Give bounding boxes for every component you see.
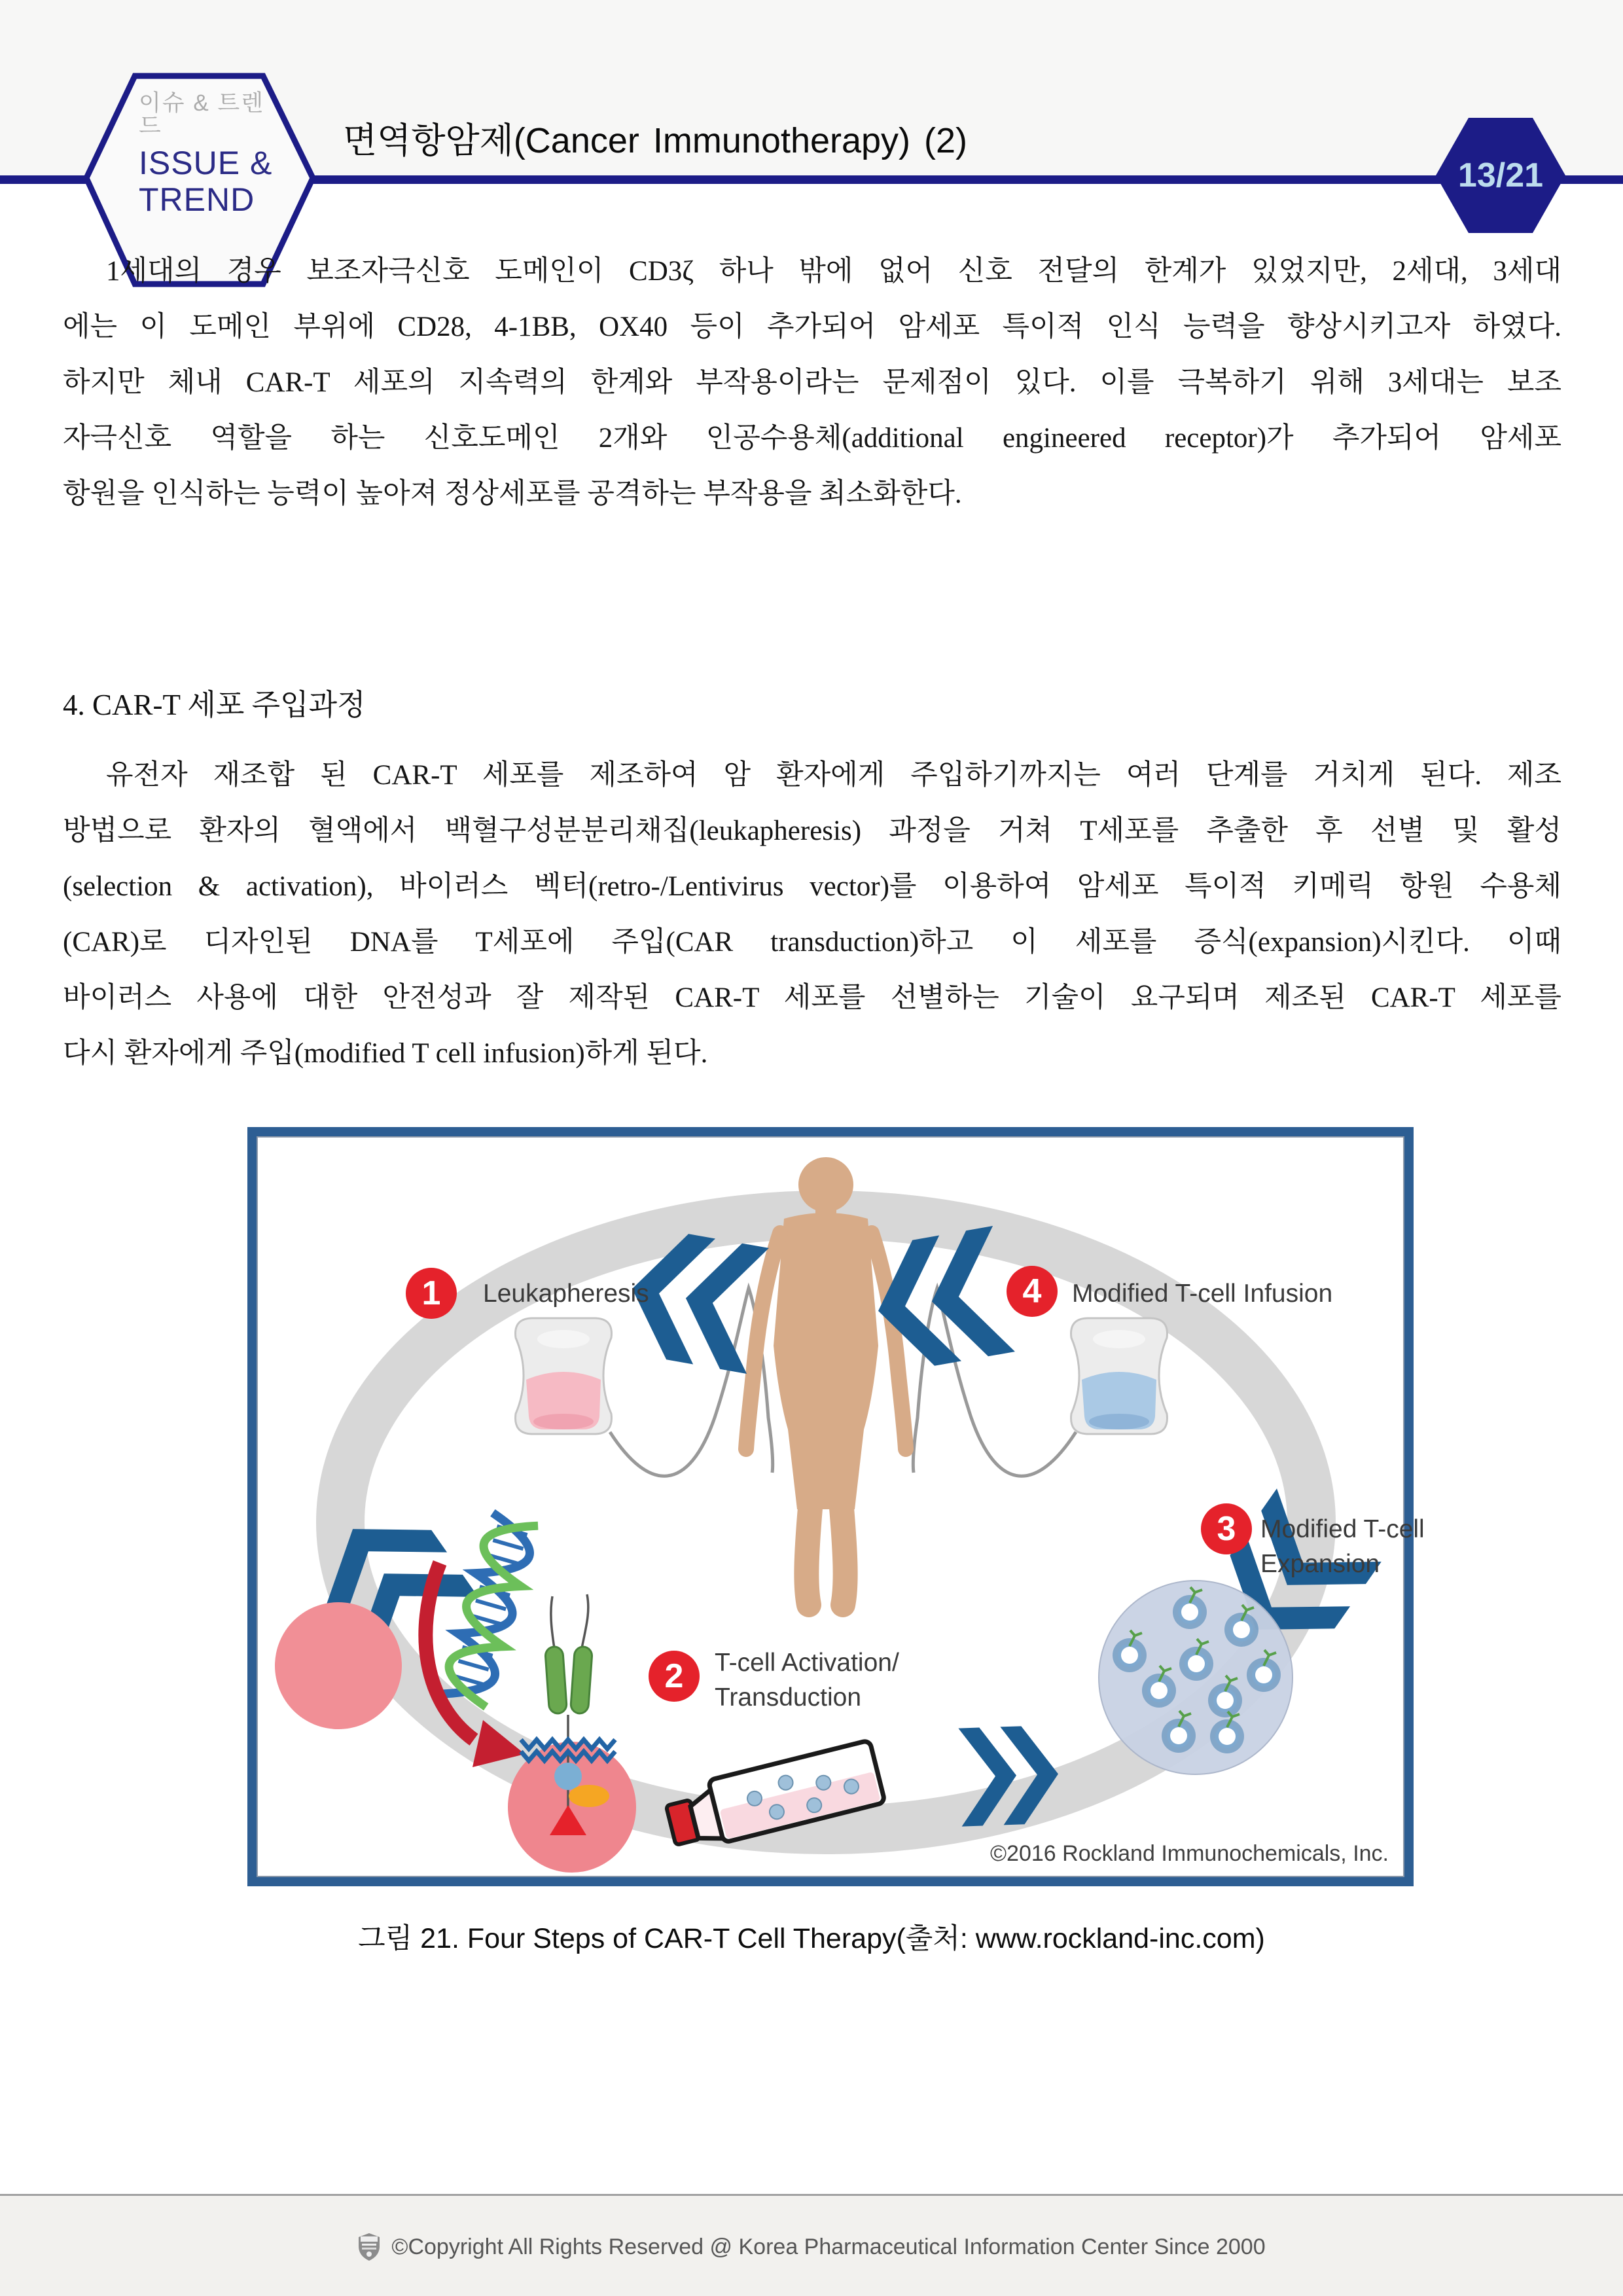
text-line: 유전자 재조합 된 CAR-T 세포를 제조하여 암 환자에게 주입하기까지는 여러 단계를 거치게 된다. 제조 xyxy=(106,760,1561,791)
text-line: 방법으로 환자의 혈액에서 백혈구성분분리채집(leukapheresis) 과정을 거쳐 T세포를 추출한 후 선별 및 활성 xyxy=(63,816,1561,846)
step-2-label-line2: Transduction xyxy=(715,1683,862,1712)
logo-text xyxy=(139,92,283,220)
blood-bag-icon xyxy=(516,1318,612,1434)
text-line: 1세대의 경우 보조자극신호 도메인이 CD3ζ 하나 밖에 없어 신호 전달의 한계가 있었지만, 2세대, 3세대 xyxy=(106,256,1561,287)
cell-icon xyxy=(275,1602,402,1729)
step-3-label xyxy=(1260,1512,1425,1581)
text-line: 다시 환자에게 주입(modified T cell infusion)하게 된다. xyxy=(63,1038,708,1069)
text-line: 에는 이 도메인 부위에 CD28, 4-1BB, OX40 등이 추가되어 암세포 특이적 인식 능력을 향상시키고자 하였다. xyxy=(63,312,1561,342)
paragraph-1 xyxy=(63,243,1561,522)
footer-copyright: ©Copyright All Rights Reserved @ Korea Pharmaceutical Information Center Since 2000 xyxy=(391,2234,1266,2259)
step-2-label xyxy=(715,1645,899,1715)
logo-trend-label: TREND xyxy=(139,181,255,218)
infusion-bag-icon xyxy=(1071,1318,1168,1434)
logo-issue-label: ISSUE & xyxy=(139,145,273,181)
step-4-badge: 4 xyxy=(1007,1266,1058,1317)
step-4-label: Modified T-cell Infusion xyxy=(1072,1280,1333,1308)
text-line: 바이러스 사용에 대한 안전성과 잘 제작된 CAR-T 세포를 선별하는 기술이 요구되며 제조된 CAR-T 세포를 xyxy=(63,982,1561,1013)
text-line: 자극신호 역할을 하는 신호도메인 2개와 인공수용체(additional engineered receptor)가 추가되어 암세포 xyxy=(63,423,1561,454)
text-line: (CAR)로 디자인된 DNA를 T세포에 주입(CAR transduction)하고 이 세포를 증식(expansion)시킨다. 이때 xyxy=(63,927,1561,958)
page-title: 면역항암제(Cancer Immunotherapy) (2) xyxy=(343,121,968,160)
footer xyxy=(0,2194,1623,2296)
car-t-cell-icon xyxy=(508,1594,636,1873)
logo-korean-label: 이슈 & 트렌드 xyxy=(139,90,265,139)
dna-helix-icon xyxy=(440,1513,538,1707)
step-3-label-line1: Modified T-cell xyxy=(1260,1515,1425,1543)
figure-caption: 그림 21. Four Steps of CAR-T Cell Therapy(출처: www.rockland-inc.com) xyxy=(358,1923,1265,1954)
kpic-shield-icon xyxy=(357,2233,381,2261)
text-line: 하지만 체내 CAR-T 세포의 지속력의 한계와 부작용이라는 문제점이 있다. 이를 극복하기 위해 3세대는 보조 xyxy=(63,367,1561,398)
expansion-cluster-icon xyxy=(1099,1581,1293,1774)
page-number: 13/21 xyxy=(1457,156,1544,194)
step-1-label: Leukapheresis xyxy=(483,1280,649,1308)
step-2-label-line1: T-cell Activation/ xyxy=(715,1649,899,1677)
text-line: (selection & activation), 바이러스 벡터(retro-/Lentivirus vector)를 이용하여 암세포 특이적 키메릭 항원 수용체 xyxy=(63,871,1561,902)
step-1-badge: 1 xyxy=(406,1268,457,1319)
text-line: 항원을 인식하는 능력이 높아져 정상세포를 공격하는 부작용을 최소화한다. xyxy=(63,478,962,509)
paragraph-2 xyxy=(63,747,1561,1081)
section-heading: 4. CAR-T 세포 주입과정 xyxy=(63,689,366,721)
step-3-badge: 3 xyxy=(1201,1503,1252,1554)
figure-car-t-cycle xyxy=(247,1127,1425,1886)
figure-copyright: ©2016 Rockland Immunochemicals, Inc. xyxy=(990,1841,1389,1866)
step-2-badge: 2 xyxy=(649,1651,700,1702)
step-3-label-line2: Expansion xyxy=(1260,1550,1380,1578)
